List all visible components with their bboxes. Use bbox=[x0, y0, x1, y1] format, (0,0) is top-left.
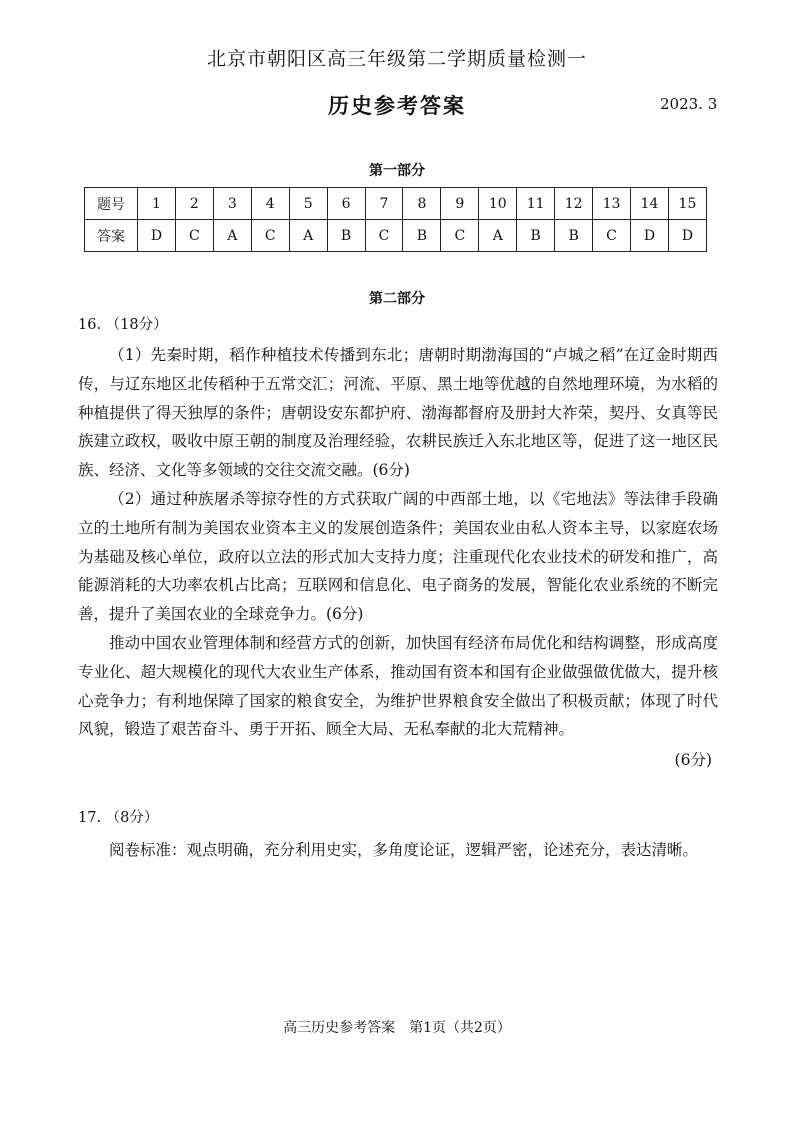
answer-cell: D bbox=[630, 220, 668, 252]
question-number: 8 bbox=[403, 188, 441, 220]
question-number: 7 bbox=[365, 188, 403, 220]
answer-cell: C bbox=[365, 220, 403, 252]
q17-heading: 17. （8分） bbox=[78, 810, 159, 826]
question-number: 9 bbox=[441, 188, 479, 220]
answer-cell: D bbox=[138, 220, 176, 252]
document-title: 北京市朝阳区高三年级第二学期质量检测一 bbox=[206, 48, 587, 70]
answer-cell: C bbox=[251, 220, 289, 252]
answer-cell: C bbox=[593, 220, 631, 252]
q17-grading-criteria: 阅卷标准：观点明确，充分利用史实，多角度论证，逻辑严密，论述充分，表达清晰。 bbox=[109, 841, 699, 859]
answer-cell: B bbox=[403, 220, 441, 252]
question-number: 11 bbox=[517, 188, 555, 220]
answer-cell: A bbox=[289, 220, 327, 252]
document-date: 2023. 3 bbox=[660, 95, 718, 113]
q16-part3-score: (6分) bbox=[674, 751, 712, 769]
question-number: 1 bbox=[138, 188, 176, 220]
answer-cell: A bbox=[479, 220, 517, 252]
question-number: 14 bbox=[630, 188, 668, 220]
answer-cell: B bbox=[517, 220, 555, 252]
numbers-row-label: 题号 bbox=[85, 188, 138, 220]
q16-answer-part3: 推动中国农业管理体制和经营方式的创新，加快国有经济布局优化和结构调整，形成高度专业化、超大规模化的现代大农业生产体系，推动国有资本和国有企业做强做优做大，提升核心竞争力；有利地保障了国家的粮食安全，为维护世界粮食安全做出了积极贡献；体现了时代风貌，锻造了艰苦奋斗、勇于开拓、顾全大局、无私奉献的北大荒精神。 bbox=[78, 634, 718, 739]
answer-cell: B bbox=[327, 220, 365, 252]
question-number: 10 bbox=[479, 188, 517, 220]
question-number: 2 bbox=[175, 188, 213, 220]
question-number: 5 bbox=[289, 188, 327, 220]
question-number: 4 bbox=[251, 188, 289, 220]
q16-heading: 16. （18分） bbox=[78, 317, 168, 333]
q16-answer-part2: （2）通过种族屠杀等掠夺性的方式获取广阔的中西部土地，以《宅地法》等法律手段确立的土地所有制为美国农业资本主义的发展创造条件；美国农业由私人资本主导，以家庭农场为基础及核心单位，政府以立法的形式加大支持力度；注重现代化农业技术的研发和推广，高能源消耗的大功率农机占比高；互联网和信息化、电子商务的发展，智能化农业系统的不断完善，提升了美国农业的全球竞争力。(6分) bbox=[78, 490, 718, 624]
page-footer: 高三历史参考答案 第1页（共2页） bbox=[283, 1020, 511, 1036]
question-number: 13 bbox=[593, 188, 631, 220]
part1-heading: 第一部分 bbox=[369, 163, 425, 179]
answer-cell: B bbox=[555, 220, 593, 252]
answer-table bbox=[84, 187, 707, 252]
question-number: 12 bbox=[555, 188, 593, 220]
answer-cell: C bbox=[441, 220, 479, 252]
question-number: 3 bbox=[213, 188, 251, 220]
question-number: 15 bbox=[668, 188, 706, 220]
answer-cell: D bbox=[668, 220, 706, 252]
part2-heading: 第二部分 bbox=[369, 291, 425, 307]
question-number: 6 bbox=[327, 188, 365, 220]
q16-answer-part1: （1）先秦时期，稻作种植技术传播到东北；唐朝时期渤海国的“卢城之稻”在辽金时期西传，与辽东地区北传稻种于五常交汇；河流、平原、黑土地等优越的自然地理环境，为水稻的种植提供了得天独厚的条件；唐朝设安东都护府、渤海都督府及册封大祚荣，契丹、女真等民族建立政权，吸收中原王朝的制度及治理经验，农耕民族迁入东北地区等，促进了这一地区民族、经济、文化等多领域的交往交流交融。(6分) bbox=[78, 346, 718, 480]
answers-row-label: 答案 bbox=[85, 220, 138, 252]
document-subtitle: 历史参考答案 bbox=[328, 93, 466, 118]
answer-table-answers-row bbox=[85, 220, 707, 252]
answer-table-numbers-row bbox=[85, 188, 707, 220]
answer-cell: A bbox=[213, 220, 251, 252]
answer-cell: C bbox=[175, 220, 213, 252]
